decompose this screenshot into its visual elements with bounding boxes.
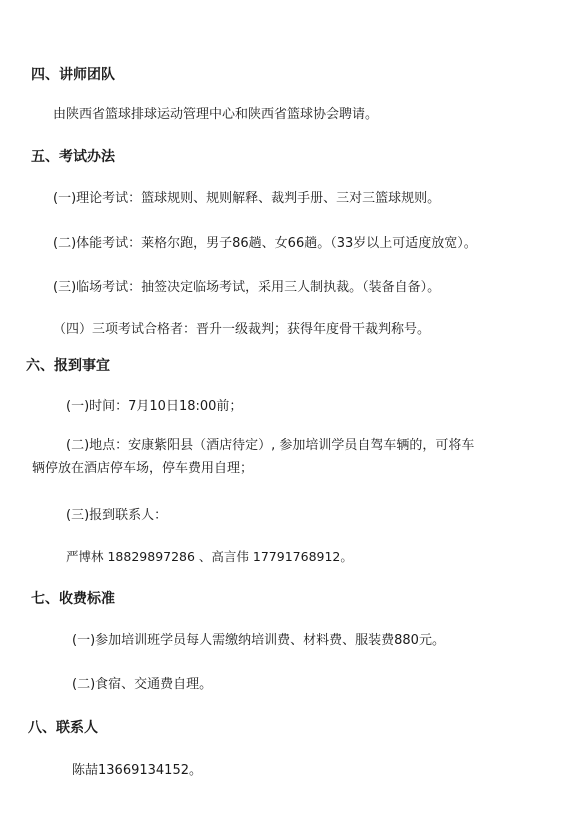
registration-contact-label: (三)报到联系人： (66, 508, 168, 523)
section-8-heading: 八、联系人 (28, 720, 98, 736)
fee-item-training: (一)参加培训班学员每人需缴纳培训费、材料费、服装费880元。 (72, 633, 445, 648)
registration-location-line2: 辆停放在酒店停车场，停车费用自理； (32, 461, 254, 476)
fee-item-lodging: (二)食宿、交通费自理。 (72, 677, 213, 692)
section-4-body: 由陕西省篮球排球运动管理中心和陕西省篮球协会聘请。 (53, 107, 379, 122)
section-4-heading: 四、讲师团队 (31, 67, 115, 83)
section-5-heading: 五、考试办法 (31, 149, 115, 165)
exam-item-fitness: (二)体能考试：莱格尔跑，男子86趟、女66趟。（33岁以上可适度放宽）。 (53, 236, 477, 251)
registration-location-line1: (二)地点：安康紫阳县（酒店待定）, 参加培训学员自驾车辆的，可将车 (66, 438, 475, 453)
section-7-heading: 七、收费标准 (31, 591, 115, 607)
exam-item-qualified: （四）三项考试合格者：晋升一级裁判；获得年度骨干裁判称号。 (53, 322, 431, 337)
section-6-heading: 六、报到事宜 (26, 358, 110, 374)
exam-item-field: (三)临场考试：抽签决定临场考试，采用三人制执裁。（装备自备）。 (53, 280, 441, 295)
registration-time: (一)时间：7月10日18:00前； (66, 399, 243, 414)
exam-item-theory: (一)理论考试：篮球规则、规则解释、裁判手册、三对三篮球规则。 (53, 191, 441, 206)
contact-person: 陈喆13669134152。 (72, 763, 202, 778)
registration-contacts: 严博林 18829897286 、高言伟 17791768912。 (66, 549, 353, 564)
